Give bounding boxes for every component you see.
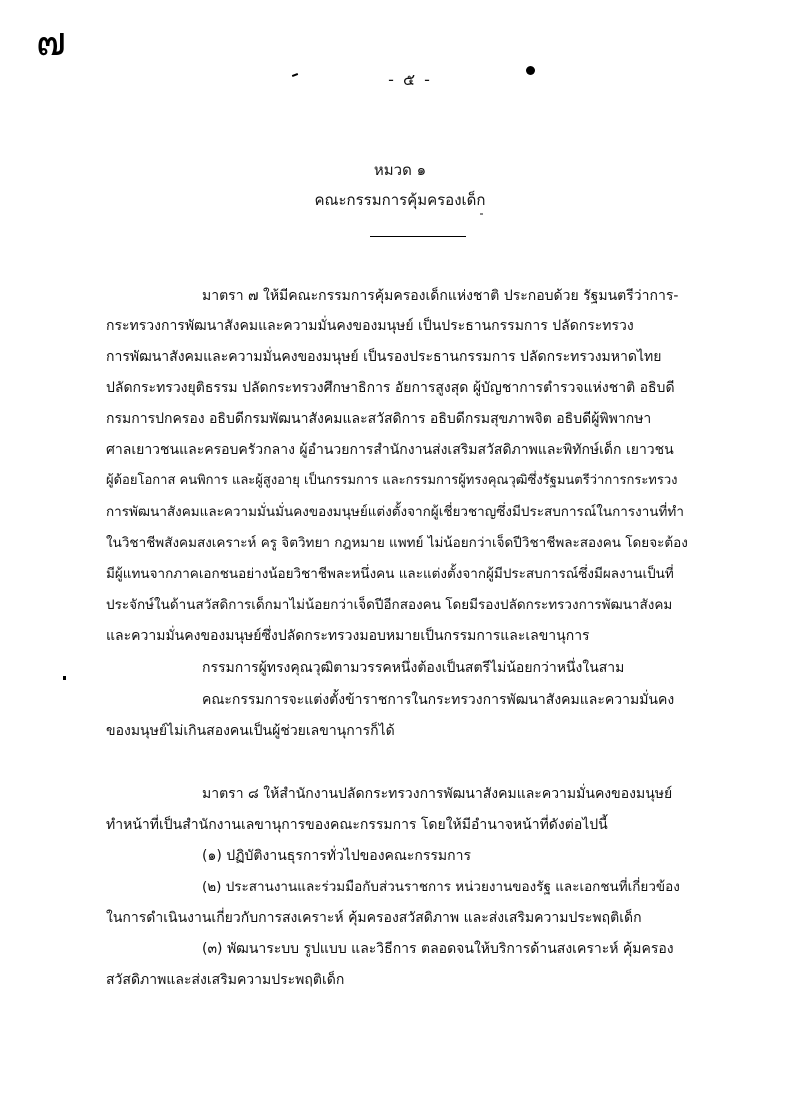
section-7-line: ศาลเยาวชนและครอบครัวกลาง ผู้อำนวยการสำนักงานส่งเสริมสวัสดิภาพและพิทักษ์เด็ก เยาวชน <box>106 442 674 458</box>
section-8-line: สวัสดิภาพและส่งเสริมความประพฤติเด็ก <box>106 972 345 988</box>
section-8-line: มาตรา ๘ ให้สำนักงานปลัดกระทรวงการพัฒนาสังคมและความมั่นคงของมนุษย์ <box>202 786 673 802</box>
section-7-paragraph-2: กรรมการผู้ทรงคุณวุฒิตามวรรคหนึ่งต้องเป็นสตรีไม่น้อยกว่าหนึ่งในสาม <box>202 660 625 676</box>
section-8-item-1: (๑) ปฏิบัติงานธุรการทั่วไปของคณะกรรมการ <box>202 848 472 864</box>
section-8-line: ทำหน้าที่เป็นสำนักงานเลขานุการของคณะกรรมการ โดยให้มีอำนาจหน้าที่ดังต่อไปนี้ <box>106 817 608 833</box>
heading-divider <box>370 236 466 237</box>
section-7-line: มีผู้แทนจากภาคเอกชนอย่างน้อยวิชาชีพละหนึ่งคน และแต่งตั้งจากผู้มีประสบการณ์ซึ่งมีผลงานเป็นที่ <box>106 566 674 582</box>
chapter-subtitle: คณะกรรมการคุ้มครองเด็ก <box>314 191 486 209</box>
section-7-line: กระทรวงการพัฒนาสังคมและความมั่นคงของมนุษย์ เป็นประธานกรรมการ ปลัดกระทรวง <box>106 318 634 334</box>
section-7-line: ประจักษ์ในด้านสวัสดิการเด็กมาไม่น้อยกว่าเจ็ดปีอีกสองคน โดยมีรองปลัดกระทรวงการพัฒนาสังคม <box>106 597 673 613</box>
ink-dot <box>526 66 535 75</box>
section-7-line: ผู้ด้อยโอกาส คนพิการ และผู้สูงอายุ เป็นกรรมการ และกรรมการผู้ทรงคุณวุฒิซึ่งรัฐมนตรีว่าการกระทรวง <box>106 473 678 488</box>
section-7-line: ปลัดกระทรวงยุติธรรม ปลัดกระทรวงศึกษาธิการ อัยการสูงสุด ผู้บัญชาการตำรวจแห่งชาติ อธิบดี <box>106 380 675 396</box>
handwritten-page-mark: ๗ <box>36 19 67 65</box>
section-7-line: ในวิชาชีพสังคมสงเคราะห์ ครู จิตวิทยา กฎหมาย แพทย์ ไม่น้อยกว่าเจ็ดปีวิชาชีพละสองคน โดยจะต้อง <box>106 535 688 551</box>
chapter-title: หมวด ๑ <box>373 161 427 179</box>
scan-speck <box>480 213 483 215</box>
page-number: - ๕ - <box>388 70 432 89</box>
section-7-paragraph-3: คณะกรรมการจะแต่งตั้งข้าราชการในกระทรวงการพัฒนาสังคมและความมั่นคง <box>202 692 675 708</box>
section-7-line: มาตรา ๗ ให้มีคณะกรรมการคุ้มครองเด็กแห่งชาติ ประกอบด้วย รัฐมนตรีว่าการ- <box>202 288 679 304</box>
scan-speck <box>63 676 66 680</box>
section-8-line: ในการดำเนินงานเกี่ยวกับการสงเคราะห์ คุ้มครองสวัสดิภาพ และส่งเสริมความประพฤติเด็ก <box>106 910 642 926</box>
section-8-item-2: (๒) ประสานงานและร่วมมือกับส่วนราชการ หน่วยงานของรัฐ และเอกชนที่เกี่ยวข้อง <box>202 879 680 895</box>
section-7-line: และความมั่นคงของมนุษย์ซึ่งปลัดกระทรวงมอบหมายเป็นกรรมการและเลขานุการ <box>106 628 590 644</box>
section-8-item-3: (๓) พัฒนาระบบ รูปแบบ และวิธีการ ตลอดจนให้บริการด้านสงเคราะห์ คุ้มครอง <box>202 941 674 957</box>
section-7-line: การพัฒนาสังคมและความมั่นคงของมนุษย์ เป็นรองประธานกรรมการ ปลัดกระทรวงมหาดไทย <box>106 349 662 365</box>
section-7-line: กรมการปกครอง อธิบดีกรมพัฒนาสังคมและสวัสดิการ อธิบดีกรมสุขภาพจิต อธิบดีผู้พิพากษา <box>106 411 652 427</box>
scan-speck <box>292 73 298 77</box>
section-7-line: การพัฒนาสังคมและความมั่นมั่นคงของมนุษย์แต่งตั้งจากผู้เชี่ยวชาญซึ่งมีประสบการณ์ในการงานที่ทำ <box>106 504 684 520</box>
section-7-line: ของมนุษย์ไม่เกินสองคนเป็นผู้ช่วยเลขานุการก็ได้ <box>106 723 395 739</box>
